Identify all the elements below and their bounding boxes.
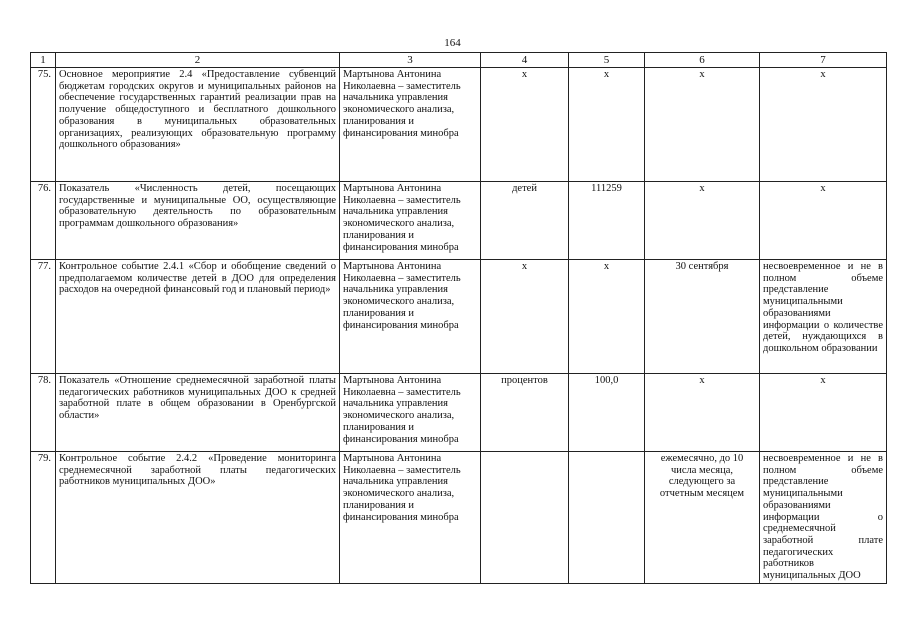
event-name: Показатель «Численность детей, посещающих государственные и муниципальные ОО, осуществляющие образовательную деятельность по образовательным программам дошкольного образования» [56,182,340,260]
row-number: 77. [31,260,56,374]
event-name: Показатель «Отношение среднемесячной заработной платы педагогических работников муниципальных ДОО к средней заработной плате в общем образовании в Оренбургской области» [56,374,340,452]
column-header: 5 [569,53,645,68]
risk-cell: несвоевременное и не в полном объеме представление муниципальными образованиями информации о количестве детей, нуждающихся в дошкольном образовании [760,260,887,374]
plan-table [30,52,887,584]
unit-cell: детей [481,182,569,260]
table-row [31,68,887,182]
risk-cell: х [760,374,887,452]
responsible-person: Мартынова Антонина Николаевна – заместитель начальника управления экономического анализа, планирования и финансирования минобра [340,182,481,260]
unit-cell: х [481,68,569,182]
row-number: 79. [31,452,56,584]
value-cell: х [569,68,645,182]
risk-cell: х [760,182,887,260]
value-cell: 100,0 [569,374,645,452]
table-row [31,260,887,374]
risk-cell: несвоевременное и не в полном объеме представление муниципальными образованиями информации о среднемесячной заработной плате педагогических работников муниципальных ДОО [760,452,887,584]
table-row [31,452,887,584]
unit-cell [481,452,569,584]
deadline-cell: х [645,374,760,452]
row-number: 76. [31,182,56,260]
column-header: 2 [56,53,340,68]
event-name: Контрольное событие 2.4.2 «Проведение мониторинга среднемесячной заработной платы педагогических работников муниципальных ДОО» [56,452,340,584]
column-header: 7 [760,53,887,68]
value-cell: х [569,260,645,374]
deadline-cell: х [645,68,760,182]
value-cell [569,452,645,584]
row-number: 75. [31,68,56,182]
page-number: 164 [444,37,461,49]
column-header: 4 [481,53,569,68]
unit-cell: процентов [481,374,569,452]
responsible-person: Мартынова Антонина Николаевна – заместитель начальника управления экономического анализа, планирования и финансирования минобра [340,68,481,182]
column-header: 1 [31,53,56,68]
row-number: 78. [31,374,56,452]
table-row [31,182,887,260]
value-cell: 111259 [569,182,645,260]
risk-cell: х [760,68,887,182]
event-name: Контрольное событие 2.4.1 «Сбор и обобщение сведений о предполагаемом количестве детей в ДОО для определения расходов на очередной финансовый год и плановый период» [56,260,340,374]
table-row [31,374,887,452]
unit-cell: х [481,260,569,374]
column-header: 3 [340,53,481,68]
column-number-row [31,53,887,68]
responsible-person: Мартынова Антонина Николаевна – заместитель начальника управления экономического анализа, планирования и финансирования минобра [340,452,481,584]
responsible-person: Мартынова Антонина Николаевна – заместитель начальника управления экономического анализа, планирования и финансирования минобра [340,260,481,374]
column-header: 6 [645,53,760,68]
deadline-cell: ежемесячно, до 10 числа месяца, следующего за отчетным месяцем [645,452,760,584]
deadline-cell: 30 сентября [645,260,760,374]
event-name: Основное мероприятие 2.4 «Предоставление субвенций бюджетам городских округов и муниципальных районов на обеспечение государственных гарантий реализации прав на получение общедоступного и бесплатного дошкольного образования в муниципальных образовательных организациях, реализующих образовательную программу дошкольного образования» [56,68,340,182]
deadline-cell: х [645,182,760,260]
responsible-person: Мартынова Антонина Николаевна – заместитель начальника управления экономического анализа, планирования и финансирования минобра [340,374,481,452]
